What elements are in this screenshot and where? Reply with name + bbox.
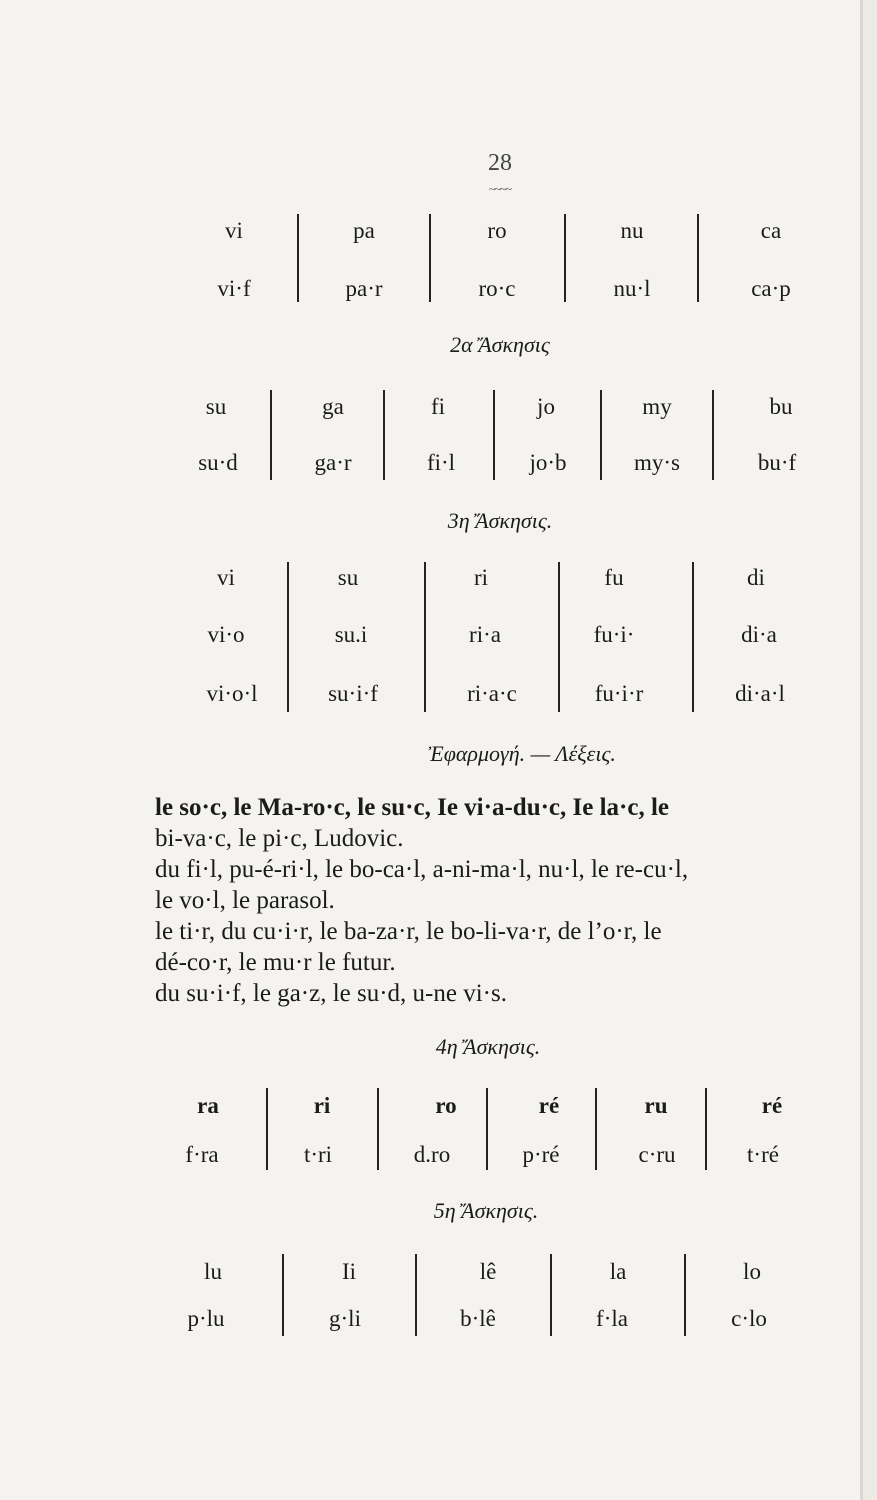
syllable-cell: ca·p — [751, 276, 791, 301]
exercise-4-heading: 4η Ἄσκησις. — [435, 1034, 541, 1059]
column-rule — [564, 214, 566, 302]
application-heading: Ἐφαρμογή. — Λέξεις. — [428, 741, 616, 766]
syllable-cell: b·lê — [460, 1306, 496, 1331]
syllable-cell: jo — [537, 394, 555, 419]
syllable-cell: su — [205, 394, 227, 419]
word-line: bi-va·c, le pi·c, Ludovic. — [155, 825, 404, 852]
syllable-cell: t·ri — [303, 1142, 333, 1167]
column-rule — [429, 214, 431, 302]
syllable-cell: vi — [217, 565, 235, 590]
word-line: le so·c, le Ma-ro·c, le su·c, Ie vi·a-du·c, Ie la·c, le — [155, 794, 670, 821]
syllable-cell: lê — [479, 1259, 497, 1284]
column-rule — [595, 1088, 597, 1170]
column-rule — [684, 1254, 686, 1336]
syllable-cell: f·la — [596, 1306, 628, 1331]
column-rule — [692, 562, 694, 712]
syllable-cell: ga — [322, 394, 344, 419]
column-rule — [493, 390, 495, 480]
syllable-cell: jo·b — [529, 450, 567, 475]
exercise-2-heading: 2α Ἄσκησις — [450, 332, 550, 357]
column-rule — [383, 390, 385, 480]
syllable-cell: d.ro — [413, 1142, 451, 1167]
syllable-cell: g·li — [329, 1306, 361, 1331]
column-rule — [415, 1254, 417, 1336]
column-rule — [697, 214, 699, 302]
syllable-cell: ru — [644, 1093, 668, 1118]
syllable-cell: f·ra — [185, 1142, 219, 1167]
syllable-cell: pa — [353, 218, 375, 243]
ornament: ~~~~ — [489, 182, 511, 196]
syllable-cell: vi·f — [217, 276, 251, 301]
syllable-cell: t·ré — [747, 1142, 779, 1167]
syllable-cell: ca — [760, 218, 782, 243]
syllable-cell: vi·o — [207, 622, 245, 647]
syllable-cell: pa·r — [345, 276, 383, 301]
syllable-cell: ga·r — [314, 450, 352, 475]
word-list — [155, 792, 830, 1009]
column-rule — [600, 390, 602, 480]
column-rule — [287, 562, 289, 712]
syllable-cell: vi — [225, 218, 243, 243]
word-line: du su·i·f, le ga·z, le su·d, u-ne vi·s. — [155, 980, 507, 1007]
syllable-cell: su·d — [198, 450, 238, 475]
column-rule — [297, 214, 299, 302]
column-rule — [266, 1088, 268, 1170]
syllable-cell: su — [337, 565, 359, 590]
exercise-3-heading: 3η Ἄσκησις. — [447, 508, 553, 533]
syllable-cell: fi — [430, 394, 446, 419]
syllable-cell: c·ru — [638, 1142, 676, 1167]
column-rule — [558, 562, 560, 712]
syllable-cell: ri — [473, 565, 489, 590]
syllable-cell: my — [642, 394, 672, 419]
word-line: le vo·l, le parasol. — [155, 887, 335, 914]
page-margin — [863, 0, 877, 1500]
syllable-cell: p·ré — [522, 1142, 560, 1167]
word-line: du fi·l, pu-é-ri·l, le bo-ca·l, a-ni-ma·l, nu·l, le re-cu·l, — [155, 856, 689, 883]
column-rule — [550, 1254, 552, 1336]
syllable-cell: di·a·l — [735, 681, 785, 706]
syllable-cell: fi·l — [426, 450, 456, 475]
syllable-cell: la — [609, 1259, 627, 1284]
word-line: le ti·r, du cu·i·r, le ba-za·r, le bo-li-va·r, de l’o·r, le — [155, 918, 662, 945]
syllable-cell: ri·a — [469, 622, 501, 647]
syllable-cell: di — [747, 565, 765, 590]
syllable-cell: ri·a·c — [467, 681, 517, 706]
syllable-cell: c·lo — [731, 1306, 767, 1331]
column-rule — [270, 390, 272, 480]
syllable-cell: di·a — [741, 622, 777, 647]
syllable-cell: nu — [620, 218, 644, 243]
syllable-cell: bu — [769, 394, 793, 419]
syllable-cell: ro — [487, 218, 507, 243]
syllable-cell: ré — [761, 1093, 783, 1118]
exercise-5-heading: 5η Ἄσκησις. — [433, 1198, 539, 1223]
word-line: dé-co·r, le mu·r le futur. — [155, 949, 396, 976]
syllable-cell: ra — [197, 1093, 219, 1118]
syllable-cell: my·s — [634, 450, 680, 475]
syllable-cell: fu — [604, 565, 624, 590]
syllable-cell: lo — [743, 1259, 761, 1284]
syllable-cell: ro — [435, 1093, 457, 1118]
syllable-cell: vi·o·l — [206, 681, 258, 706]
syllable-cell: bu·f — [757, 450, 797, 475]
column-rule — [377, 1088, 379, 1170]
syllable-cell: fu·i·r — [594, 681, 644, 706]
column-rule — [424, 562, 426, 712]
syllable-cell: su·i·f — [328, 681, 378, 706]
column-rule — [705, 1088, 707, 1170]
syllable-cell: p·lu — [187, 1306, 225, 1331]
column-rule — [712, 390, 714, 480]
column-rule — [282, 1254, 284, 1336]
syllable-cell: ro·c — [478, 276, 516, 301]
syllable-cell: ri — [313, 1093, 331, 1118]
syllable-cell: ré — [538, 1093, 560, 1118]
syllable-cell: nu·l — [613, 276, 651, 301]
syllable-cell: lu — [204, 1259, 222, 1284]
column-rule — [486, 1088, 488, 1170]
syllable-cell: fu·i· — [593, 622, 635, 647]
syllable-cell: su.i — [334, 622, 368, 647]
syllable-cell: Ii — [341, 1259, 357, 1284]
page-number: 28 — [488, 150, 512, 176]
